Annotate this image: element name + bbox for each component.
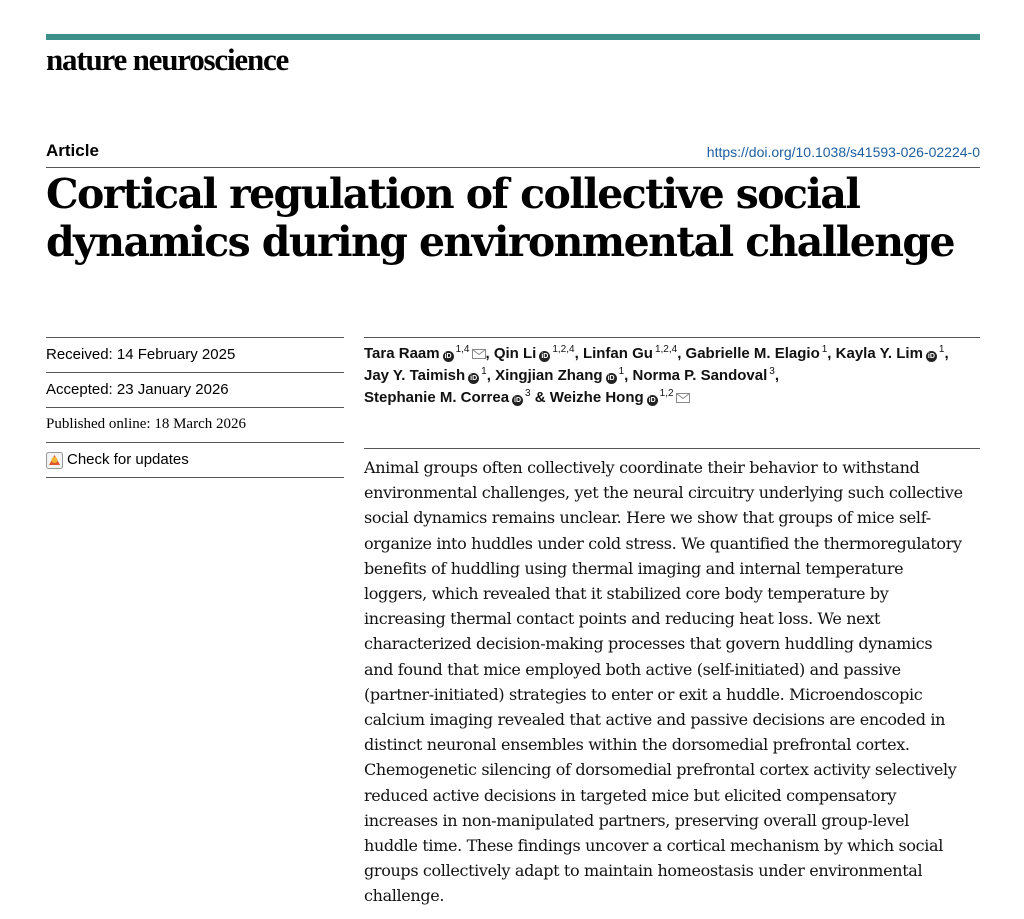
email-icon[interactable] [472,349,486,359]
author-name[interactable] [364,367,487,384]
doi-link[interactable]: https://doi.org/10.1038/s41593-026-02224-0 [706,144,980,160]
author-name[interactable] [494,345,575,362]
author-affiliation: 1 [481,366,487,377]
author-name-text[interactable]: Jay Y. Taimish [364,367,466,384]
orcid-icon[interactable]: iD [444,353,452,360]
author-name[interactable] [686,345,828,362]
author-separator: , [486,367,496,384]
author-affiliation: 1,2,4 [654,344,678,355]
author-affiliation: 1,4 [455,344,470,355]
author-list [364,343,984,409]
author-name[interactable] [364,389,531,406]
author-name-text[interactable]: Qin Li [493,345,537,362]
author-name[interactable] [495,367,624,384]
meta-divider [46,477,344,478]
received-date: Received: 14 February 2025 [46,337,344,372]
author-separator: , [574,345,583,362]
author-affiliation: 3 [525,388,531,399]
author-separator: , [677,345,686,362]
article-title: Cortical regulation of collective social dynamics during environmental challenge [46,170,954,266]
author-separator: , [485,345,494,362]
abstract-divider [364,448,980,449]
author-name-text[interactable]: Stephanie M. Correa [364,389,510,406]
author-separator: & [530,389,550,406]
article-type: Article [46,141,99,160]
check-updates-icon [46,452,63,469]
author-name-text[interactable]: Weizhe Hong [549,389,644,406]
abstract-text: Animal groups often collectively coordinate their behavior to withstand environmental challenges, yet the neural circuitry underlying such collective social dynamics remains unclear. Here we show that groups of mice self-organize into huddles under cold stress. We quantified the thermoregulatory benefits of huddling using thermal imaging and internal temperature loggers, which revealed that it stabilized core body temperature by increasing thermal contact points and reducing heat loss. We next characterized decision-making processes that govern huddling dynamics and found that mice employed both active (self-initiated) and passive (partner-initiated) strategies to enter or exit a huddle. Microendoscopic calcium imaging revealed that active and passive decisions are encoded in distinct neuronal ensembles within the dorsomedial prefrontal cortex. Chemogenetic silencing of dorsomedial prefrontal cortex activity selectively reduced active decisions in targeted mice but elicited compensatory increases in non-manipulated partners, preserving overall group-level huddle time. These findings uncover a cortical mechanism by which social groups collectively adapt to maintain homeostasis under environmental challenge. [364,458,963,906]
journal-accent-bar [46,34,980,40]
author-affiliation: 3 [769,366,775,377]
author-separator: , [624,367,633,384]
author-affiliation: 1,2,4 [552,344,575,355]
author-name[interactable] [632,367,774,384]
orcid-icon[interactable]: iD [648,397,656,404]
author-separator: , [774,367,779,384]
author-name[interactable] [364,345,486,362]
authors-divider [364,337,980,338]
author-name[interactable] [836,345,945,362]
author-affiliation: 1 [618,366,625,377]
orcid-icon[interactable]: iD [927,353,935,360]
orcid-icon[interactable]: iD [514,397,522,404]
author-separator: , [827,345,836,362]
journal-name[interactable]: nature neuroscience [46,42,289,77]
accepted-date: Accepted: 23 January 2026 [46,372,344,407]
header-divider [46,167,980,168]
author-name-text[interactable]: Xingjian Zhang [495,367,603,384]
author-name-text[interactable]: Tara Raam [364,345,440,362]
orcid-icon[interactable]: iD [470,375,478,382]
author-separator: , [944,345,949,362]
author-name[interactable] [583,345,677,362]
check-updates-label: Check for updates [67,451,189,468]
orcid-icon[interactable]: iD [607,375,615,382]
check-updates-button[interactable] [46,442,344,477]
article-meta [46,337,344,478]
author-name-text[interactable]: Linfan Gu [582,345,653,362]
published-date: Published online: 18 March 2026 [46,407,344,442]
author-name-text[interactable]: Gabrielle M. Elagio [685,345,820,362]
author-name[interactable] [550,389,690,406]
author-affiliation: 1 [938,344,945,355]
orcid-icon[interactable]: iD [541,353,549,360]
email-icon[interactable] [676,393,690,403]
author-name-text[interactable]: Norma P. Sandoval [632,367,768,384]
author-affiliation: 1 [821,344,828,355]
author-name-text[interactable]: Kayla Y. Lim [835,345,923,362]
author-affiliation: 1,2 [659,388,674,399]
